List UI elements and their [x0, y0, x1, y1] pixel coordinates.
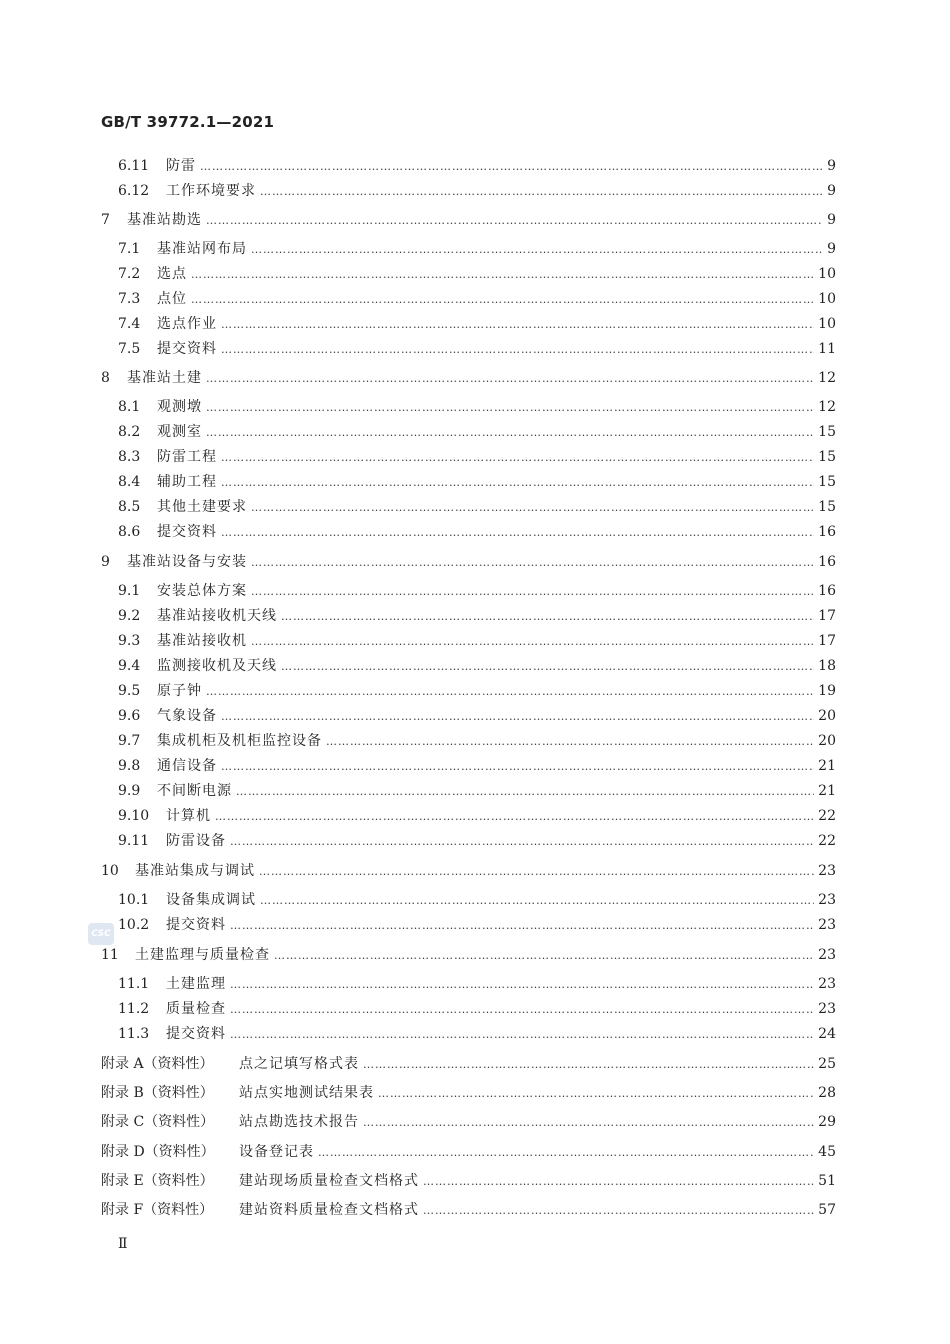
toc-entry[interactable]: 11.2 质量检查 …………………………………………………………………………………………………………………………………………………………………………………………………………………… 23	[118, 998, 836, 1020]
toc-entry[interactable]: 附录 F（资料性） 建站资料质量检查文档格式 …………………………………………………………………………………………………………………………………………………………………………………………………………………… 57	[101, 1199, 836, 1221]
toc-entry[interactable]: 8.4 辅助工程 …………………………………………………………………………………………………………………………………………………………………………………………………………………… 15	[118, 471, 836, 493]
toc-entry[interactable]: 附录 B（资料性） 站点实地测试结果表 …………………………………………………………………………………………………………………………………………………………………………………………………………………… 28	[101, 1082, 836, 1104]
toc-entry[interactable]: 9.1 安装总体方案 …………………………………………………………………………………………………………………………………………………………………………………………………………………… 16	[118, 580, 836, 602]
toc-entry[interactable]: 8.5 其他土建要求 …………………………………………………………………………………………………………………………………………………………………………………………………………………… 15	[118, 496, 836, 518]
toc-entry[interactable]: 附录 D（资料性） 设备登记表 …………………………………………………………………………………………………………………………………………………………………………………………………………………… 45	[101, 1141, 836, 1163]
toc-entry[interactable]: 8.3 防雷工程 …………………………………………………………………………………………………………………………………………………………………………………………………………………… 15	[118, 446, 836, 468]
toc-entry[interactable]: 11.3 提交资料 …………………………………………………………………………………………………………………………………………………………………………………………………………………… 24	[118, 1023, 836, 1045]
toc-entry[interactable]: 10.2 提交资料 …………………………………………………………………………………………………………………………………………………………………………………………………………………… 23	[118, 914, 836, 936]
standard-code: GB/T 39772.1—2021	[101, 113, 275, 131]
toc-entry[interactable]: 8.1 观测墩 …………………………………………………………………………………………………………………………………………………………………………………………………………………… 12	[118, 396, 836, 418]
toc-entry[interactable]: 9.7 集成机柜及机柜监控设备 …………………………………………………………………………………………………………………………………………………………………………………………………………………… 20	[118, 730, 836, 752]
toc-entry[interactable]: 11 土建监理与质量检查 …………………………………………………………………………………………………………………………………………………………………………………………………………………… 23	[101, 944, 836, 966]
toc-entry[interactable]: 附录 C（资料性） 站点勘选技术报告 …………………………………………………………………………………………………………………………………………………………………………………………………………………… 29	[101, 1111, 836, 1133]
toc-entry[interactable]: 8 基准站土建 …………………………………………………………………………………………………………………………………………………………………………………………………………………… 12	[101, 367, 836, 389]
toc-entry[interactable]: 附录 E（资料性） 建站现场质量检查文档格式 …………………………………………………………………………………………………………………………………………………………………………………………………………………… 51	[101, 1170, 836, 1192]
toc-entry[interactable]: 附录 A（资料性） 点之记填写格式表 …………………………………………………………………………………………………………………………………………………………………………………………………………………… 25	[101, 1053, 836, 1075]
toc-entry[interactable]: 9.2 基准站接收机天线 …………………………………………………………………………………………………………………………………………………………………………………………………………………… 17	[118, 605, 836, 627]
toc-entry[interactable]: 9.6 气象设备 …………………………………………………………………………………………………………………………………………………………………………………………………………………… 20	[118, 705, 836, 727]
toc-entry[interactable]: 7.4 选点作业 …………………………………………………………………………………………………………………………………………………………………………………………………………………… 10	[118, 313, 836, 335]
toc-entry[interactable]: 7.1 基准站网布局 …………………………………………………………………………………………………………………………………………………………………………………………………………………… 9	[118, 238, 836, 260]
toc-entry[interactable]: 6.11 防雷 …………………………………………………………………………………………………………………………………………………………………………………………………………………… 9	[118, 155, 836, 177]
toc-entry[interactable]: 9 基准站设备与安装 …………………………………………………………………………………………………………………………………………………………………………………………………………………… 16	[101, 551, 836, 573]
toc-entry[interactable]: 7 基准站勘选 …………………………………………………………………………………………………………………………………………………………………………………………………………………… 9	[101, 209, 836, 231]
toc-entry[interactable]: 9.3 基准站接收机 …………………………………………………………………………………………………………………………………………………………………………………………………………………… 17	[118, 630, 836, 652]
toc-entry[interactable]: 7.2 选点 …………………………………………………………………………………………………………………………………………………………………………………………………………………… 10	[118, 263, 836, 285]
toc-entry[interactable]: 10 基准站集成与调试 …………………………………………………………………………………………………………………………………………………………………………………………………………………… 23	[101, 860, 836, 882]
toc-entry[interactable]: 6.12 工作环境要求 …………………………………………………………………………………………………………………………………………………………………………………………………………………… 9	[118, 180, 836, 202]
toc-entry[interactable]: 8.6 提交资料 …………………………………………………………………………………………………………………………………………………………………………………………………………………… 16	[118, 521, 836, 543]
toc-entry[interactable]: 9.9 不间断电源 …………………………………………………………………………………………………………………………………………………………………………………………………………………… 21	[118, 780, 836, 802]
toc-entry[interactable]: 9.10 计算机 …………………………………………………………………………………………………………………………………………………………………………………………………………………… 22	[118, 805, 836, 827]
toc-entry[interactable]: 9.8 通信设备 …………………………………………………………………………………………………………………………………………………………………………………………………………………… 21	[118, 755, 836, 777]
page-number: Ⅱ	[118, 1236, 128, 1252]
watermark-logo: CSC	[88, 923, 114, 945]
toc-entry[interactable]: 9.5 原子钟 …………………………………………………………………………………………………………………………………………………………………………………………………………………… 19	[118, 680, 836, 702]
toc-entry[interactable]: 8.2 观测室 …………………………………………………………………………………………………………………………………………………………………………………………………………………… 15	[118, 421, 836, 443]
toc-entry[interactable]: 7.3 点位 …………………………………………………………………………………………………………………………………………………………………………………………………………………… 10	[118, 288, 836, 310]
toc-entry[interactable]: 10.1 设备集成调试 …………………………………………………………………………………………………………………………………………………………………………………………………………………… 23	[118, 889, 836, 911]
toc-entry[interactable]: 7.5 提交资料 …………………………………………………………………………………………………………………………………………………………………………………………………………………… 11	[118, 338, 836, 360]
toc-entry[interactable]: 9.4 监测接收机及天线 …………………………………………………………………………………………………………………………………………………………………………………………………………………… 18	[118, 655, 836, 677]
toc-entry[interactable]: 9.11 防雷设备 …………………………………………………………………………………………………………………………………………………………………………………………………………………… 22	[118, 830, 836, 852]
toc-entry[interactable]: 11.1 土建监理 …………………………………………………………………………………………………………………………………………………………………………………………………………………… 23	[118, 973, 836, 995]
